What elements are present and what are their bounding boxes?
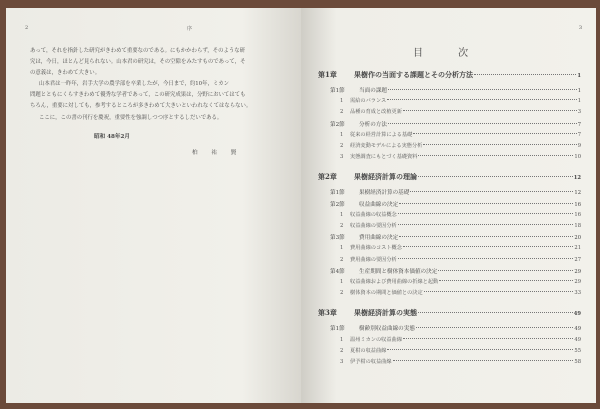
left-page-number: 2	[25, 25, 29, 31]
toc-entry-page: 55	[574, 347, 581, 354]
preface-line: の意義は，きわめて大きい。	[30, 70, 101, 77]
toc-entry-page: 18	[574, 223, 581, 229]
toc-leader-dots	[418, 312, 573, 313]
toc-entry-number: 1	[340, 279, 344, 285]
toc-entry-page: 16	[574, 201, 581, 208]
toc-leader-dots	[410, 191, 573, 192]
preface-line: 山本君は一昨年，岩手大学の農学部を卒業したが，今日まで，約10年，ミカン	[39, 81, 230, 88]
toc-leader-dots	[398, 258, 574, 259]
toc-leader-dots	[388, 89, 577, 90]
toc-entry-title: 果樹経済計算の実態	[354, 308, 417, 318]
toc-leader-dots	[474, 74, 576, 75]
toc-leader-dots	[399, 203, 573, 204]
toc-entry-number: 第1節	[330, 190, 345, 197]
toc-entry-number: 第3章	[318, 308, 337, 318]
right-page-number: 3	[578, 25, 582, 31]
toc-leader-dots	[439, 280, 573, 281]
preface-author: 柏 祐 賢	[192, 150, 243, 156]
preface-line: 究は，今日，ほとんど見られない。山本君の研究は，その空隙をみたすものであって，そ	[30, 59, 246, 66]
toc-entry-number: 第3節	[330, 235, 345, 242]
toc-entry	[318, 267, 581, 275]
toc-leader-dots	[393, 360, 574, 361]
preface-line: ちろん，重要に対しても，参考するところが多きわめて大きいといわれなくてはならない。	[30, 103, 252, 110]
preface-text	[30, 46, 280, 124]
toc-entry	[318, 233, 581, 241]
toc-entry	[318, 188, 581, 196]
preface-line: 問題とともにくらすきわめて優秀な学者であって，この研究成果は，分野においてはても	[30, 92, 246, 99]
toc-leader-dots	[418, 176, 573, 177]
toc-entry-number: 第4節	[330, 268, 345, 275]
toc-leader-dots	[423, 144, 576, 145]
toc-title: 目 次	[413, 48, 485, 59]
toc-entry	[318, 120, 581, 128]
toc-entry-page: 21	[574, 245, 581, 252]
toc-leader-dots	[416, 327, 573, 328]
toc-leader-dots	[387, 99, 577, 100]
toc-entry	[318, 244, 581, 251]
toc-entry	[318, 172, 581, 182]
toc-entry-title: 収益曲線の決定	[359, 201, 399, 208]
toc-entry-title: 果樹作の当面する課題とその分析方法	[354, 70, 473, 79]
toc-entry	[318, 256, 581, 263]
toc-entry-page: 9	[577, 143, 581, 149]
toc-entry-title: 需給のバランス	[350, 98, 387, 105]
toc-entry-title: 温州ミカンの収益曲線	[350, 336, 402, 343]
toc-entry-page: 27	[574, 256, 581, 263]
toc-leader-dots	[418, 155, 573, 156]
toc-entry-number: 1	[340, 131, 344, 138]
toc-entry-title: 伊予柑の収益曲線	[350, 359, 392, 365]
toc-entry-page: 1	[577, 88, 581, 94]
toc-entry-page: 1	[577, 98, 581, 105]
toc-entry-title: 夏柑の収益曲線	[350, 347, 387, 354]
toc-leader-dots	[438, 270, 573, 271]
toc-entry-number: 1	[340, 211, 344, 218]
toc-entry	[318, 358, 581, 365]
toc-entry-number: 2	[340, 347, 344, 354]
toc-leader-dots	[388, 123, 577, 124]
toc-entry-title: 当面の課題	[359, 88, 387, 94]
toc-entry-number: 2	[340, 223, 344, 229]
toc-entry-title: 果樹経済計算の理論	[354, 172, 417, 182]
preface-date: 昭和 48年2月	[94, 134, 130, 140]
toc-entry	[318, 324, 581, 332]
preface-line: あって，それを指針した研究がきわめて重要なのである。にもかかわらず，そのような研	[30, 48, 246, 54]
toc-entry-number: 2	[340, 256, 344, 263]
toc-entry-number: 2	[340, 143, 344, 149]
toc-entry-number: 1	[340, 98, 344, 105]
left-page	[6, 8, 301, 403]
toc-entry-number: 3	[340, 359, 344, 365]
toc-entry	[318, 278, 581, 285]
toc-entry-title: 費用曲線の決定	[359, 235, 399, 242]
toc-entry	[318, 142, 581, 149]
toc-entry-page: 49	[573, 311, 581, 318]
toc-leader-dots	[399, 236, 573, 237]
toc-entry-number: 2	[340, 109, 344, 116]
toc-entry-title: 生産期間と樹体資本価値の決定	[359, 268, 438, 275]
toc-entry	[318, 347, 581, 354]
toc-entry-page: 16	[574, 211, 581, 218]
toc-entry-page: 1	[577, 73, 581, 79]
toc-leader-dots	[387, 349, 573, 350]
toc-entry	[318, 86, 581, 94]
toc-entry-title: 収益曲線の要因分析	[350, 223, 397, 229]
toc-entry	[318, 70, 581, 80]
toc-entry	[318, 336, 581, 343]
right-page	[301, 8, 596, 403]
preface-header: 序	[187, 26, 193, 32]
toc-entry-title: 経済変動モデルによる実態分析	[350, 143, 423, 149]
preface-line: ここに，この書の刊行を慶祝，重要性を強調しつつ序とするしだいである。	[39, 114, 223, 121]
toc-entry	[318, 108, 581, 115]
toc-entry-title: 収益曲線および費用曲線の折線と起動	[350, 279, 439, 285]
toc-entry-title: 実態調査にもとづく基礎資料	[350, 154, 418, 161]
toc-leader-dots	[398, 213, 574, 214]
toc-entry-title: 果樹経済計算の基礎	[359, 190, 410, 197]
toc-entry-title: 費用曲線の要因分析	[350, 256, 397, 263]
toc-leader-dots	[413, 133, 576, 134]
toc-entry	[318, 222, 581, 229]
toc-entry-number: 第2節	[330, 201, 345, 208]
toc-leader-dots	[403, 110, 577, 111]
toc-entry-page: 29	[574, 268, 581, 275]
toc-entry-title: 分析の方法	[359, 121, 387, 128]
toc-entry	[318, 131, 581, 138]
toc-entry-page: 58	[574, 359, 581, 365]
toc-entry-page: 12	[573, 175, 581, 182]
toc-entry-number: 第2章	[318, 172, 337, 182]
toc-entry	[318, 200, 581, 208]
toc-entry-title: 品種の育成と改植更新	[350, 109, 402, 116]
toc-entry-title: 樹齢別収益曲線の実態	[359, 326, 415, 333]
toc-entry-title: 収益曲線の収益概念	[350, 211, 397, 218]
toc-entry-title: 樹体資本の期間と価値との決定	[350, 290, 423, 297]
toc-entry-number: 第1節	[330, 326, 345, 333]
toc-entry	[318, 289, 581, 296]
toc-entry-page: 12	[574, 190, 581, 197]
toc-leader-dots	[403, 338, 574, 339]
toc-entry-page: 7	[577, 131, 581, 138]
toc-entry-number: 第1章	[318, 70, 337, 79]
toc-entry-page: 49	[574, 326, 581, 333]
toc-entry-number: 1	[340, 336, 344, 343]
toc-entry	[318, 153, 581, 160]
book-spread	[6, 8, 596, 403]
toc-entry	[318, 211, 581, 218]
toc-entry-title: 費用曲線のコスト概念	[350, 245, 402, 252]
toc-entry-page: 20	[574, 235, 581, 242]
toc-entry-number: 1	[340, 245, 344, 252]
toc-entry	[318, 97, 581, 104]
toc-leader-dots	[398, 224, 574, 225]
toc-entry-page: 3	[577, 109, 581, 116]
toc-entry-title: 従来の経営計算による基礎	[350, 131, 413, 138]
toc-entry-page: 10	[574, 154, 581, 161]
toc-entry-number: 第2節	[330, 121, 345, 128]
toc-entry-page: 49	[574, 336, 581, 343]
toc-entry-number: 3	[340, 154, 344, 161]
toc-entry-page: 7	[577, 121, 581, 128]
toc-entry-number: 2	[340, 290, 344, 297]
toc-entry	[318, 308, 581, 318]
toc-leader-dots	[403, 246, 574, 247]
toc-entry-page: 33	[574, 290, 581, 297]
toc-entry-number: 第1節	[330, 88, 345, 94]
toc-entry-page: 29	[574, 279, 581, 285]
toc-leader-dots	[424, 291, 574, 292]
